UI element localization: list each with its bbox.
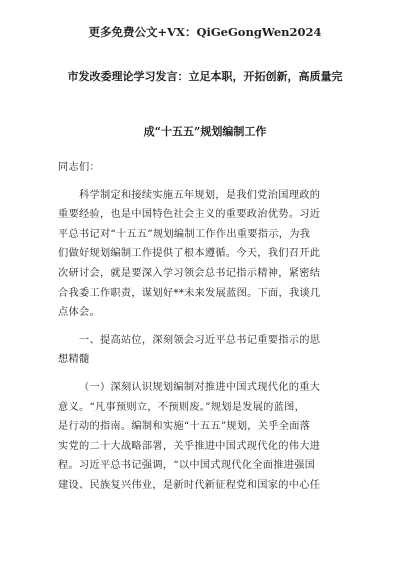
salutation: 同志们： (58, 162, 100, 173)
paragraph-1-line: 次研讨会，就是要深入学习领会总书记指示精神，紧密结 (58, 267, 321, 279)
paragraph-2-line: 意义。“凡事预则立，不预则废。”规划是发展的蓝图， (58, 401, 306, 413)
paragraph-2-line: 实党的二十大战略部署，关乎推进中国式现代化的伟大进 (58, 440, 321, 452)
section-heading-line: 想精髓 (58, 354, 90, 366)
title-line-1: 市发改委理论学习发言：立足本职，开拓创新，高质量完 (67, 70, 343, 83)
paragraph-1-line: 们做好规划编制工作提供了根本遵循。今天，我们召开此 (58, 248, 321, 260)
paragraph-1-line: 合我委工作职责，谋划好**未来发展蓝图。下面，我谈几 (58, 287, 321, 299)
title-line-2: 成“十五五”规划编制工作 (143, 125, 267, 138)
paragraph-2-line: （一）深刻认识规划编制对推进中国式现代化的重大 (79, 381, 321, 393)
paragraph-1-line: 重要经验，也是中国特色社会主义的重要政治优势。习近 (58, 209, 321, 221)
paragraph-1-line: 科学制定和接续实施五年规划，是我们党治国理政的 (79, 189, 321, 201)
paragraph-1-line: 平总书记对“十五五”规划编制工作作出重要指示，为我 (58, 228, 311, 240)
paragraph-2-line: 程。习近平总书记强调，“以中国式现代化全面推进强国 (58, 460, 316, 472)
paragraph-1-line: 点体会。 (58, 307, 100, 319)
paragraph-2-line: 建设、民族复兴伟业，是新时代新征程党和国家的中心任 (58, 479, 321, 491)
promo-header: 更多免费公文+VX：QiGeGongWen2024 (88, 25, 322, 39)
document-body (58, 158, 358, 496)
paragraph-2-line: 是行动的指南。编制和实施“十五五”规划，关乎全面落 (58, 421, 311, 433)
section-heading-line: 一、提高站位，深刻领会习近平总书记重要指示的思 (79, 334, 321, 346)
